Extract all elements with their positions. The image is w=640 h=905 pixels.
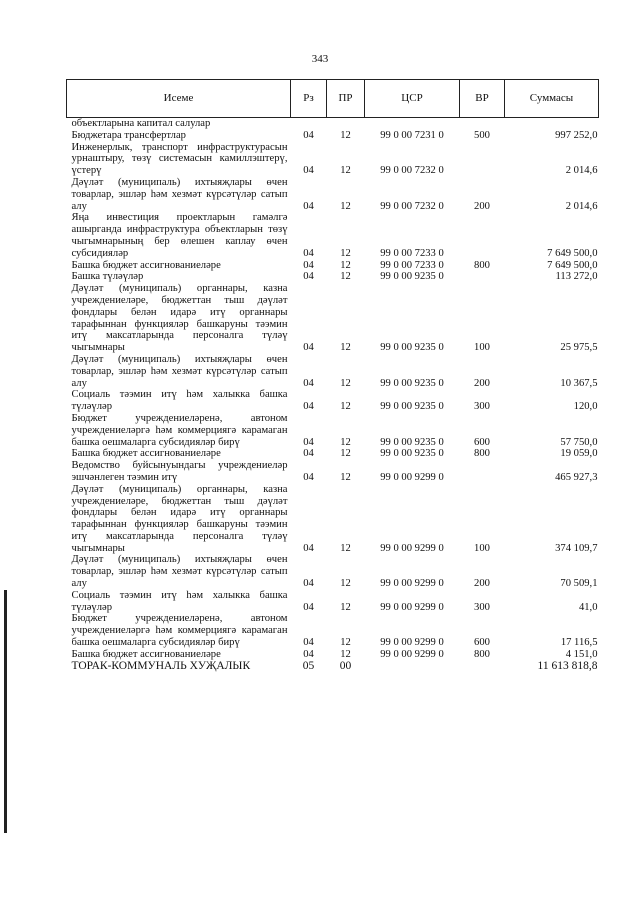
cell-pr: 12: [340, 165, 351, 177]
cell-csr: 99 0 00 9235 0: [380, 436, 444, 448]
cell-rz: 04: [303, 129, 314, 141]
table-row: [67, 413, 599, 448]
cell-rz: 04: [303, 436, 314, 448]
cell-sum: 41,0: [578, 601, 598, 613]
table-row: [67, 484, 599, 555]
cell-pr: 12: [340, 601, 351, 613]
cell-sum: 7 649 500,0: [547, 247, 598, 259]
cell-pr: 12: [340, 578, 351, 590]
cell-csr: 99 0 00 9235 0: [380, 377, 444, 389]
table-row: [67, 177, 599, 212]
table-row: [67, 590, 599, 614]
cell-sum: 10 367,5: [560, 377, 598, 389]
cell-vr: 200: [474, 578, 490, 590]
cell-vr: 800: [474, 648, 490, 660]
table-row: [67, 448, 599, 460]
cell-rz: [291, 118, 327, 130]
cell-name: Башка бюджет ассигнованиеләре: [71, 648, 221, 660]
column-header-sum: Суммасы: [505, 80, 599, 118]
cell-sum: 70 509,1: [560, 578, 598, 590]
cell-vr: 500: [474, 129, 490, 141]
cell-csr: 99 0 00 9235 0: [380, 271, 444, 283]
cell-sum: 120,0: [573, 401, 598, 413]
cell-vr: [460, 118, 505, 130]
cell-pr: 12: [340, 542, 351, 554]
cell-pr: 12: [340, 271, 351, 283]
cell-pr: 12: [340, 471, 351, 483]
cell-vr: 600: [474, 637, 490, 649]
cell-name: Бюджет учреждениеләренә, автоном учреждениеләргә һәм коммерциягә карамаган башка оешмаларга субсидияләр бирү: [71, 412, 288, 448]
cell-rz: 05: [302, 659, 315, 672]
table-row: [67, 554, 599, 589]
cell-pr: 12: [340, 637, 351, 649]
cell-name: Бюджетара трансфертлар: [71, 129, 186, 141]
table-row: [67, 283, 599, 354]
cell-name: Дәүләт (муниципаль) ихтыяҗлары өчен товарлар, эшләр һәм хезмәт күрсәтүләр сатып алу: [71, 176, 288, 212]
cell-rz: 04: [303, 637, 314, 649]
cell-rz: 04: [303, 601, 314, 613]
cell-rz: 04: [303, 401, 314, 413]
cell-csr: 99 0 00 9299 0: [380, 471, 444, 483]
cell-name: объектларына капитал салулар: [71, 118, 211, 129]
section-row: [67, 661, 599, 673]
budget-table: [66, 79, 599, 672]
cell-name: Социаль тәэмин итү һәм халыкка башка түләүләр: [71, 389, 288, 413]
cell-sum: 2 014,6: [565, 165, 598, 177]
cell-csr: [365, 118, 460, 130]
cell-sum: 25 975,5: [560, 342, 598, 354]
cell-csr: 99 0 00 7233 0: [380, 247, 444, 259]
cell-vr: 200: [474, 200, 490, 212]
table-row: [67, 142, 599, 177]
table-row: [67, 613, 599, 648]
cell-sum: 997 252,0: [555, 129, 598, 141]
cell-csr: 99 0 00 9299 0: [380, 637, 444, 649]
table-row: [67, 649, 599, 661]
cell-vr: 200: [474, 377, 490, 389]
cell-rz: 04: [303, 271, 314, 283]
cell-pr: 12: [340, 259, 351, 271]
cell-name: Дәүләт (муниципаль) ихтыяҗлары өчен товарлар, эшләр һәм хезмәт күрсәтүләр сатып алу: [71, 554, 288, 590]
cell-name: Дәүләт (муниципаль) органнары, казна учреждениеләре, бюджеттан тыш дәүләт фондлары белән идарә итү органнары тарафыннан функцияләр башкаруны тәэмин итү максатларында персоналга түләү чыгымнары: [71, 283, 288, 354]
cell-rz: 04: [303, 542, 314, 554]
cell-sum: 19 059,0: [560, 448, 598, 460]
cell-csr: 99 0 00 7233 0: [380, 259, 444, 271]
cell-sum: [505, 118, 599, 130]
cell-vr: 800: [474, 259, 490, 271]
cell-csr: [365, 661, 460, 673]
table-row: [67, 118, 599, 130]
cell-csr: 99 0 00 7232 0: [380, 165, 444, 177]
cell-rz: 04: [303, 247, 314, 259]
cell-vr: [460, 271, 505, 283]
cell-vr: [460, 460, 505, 484]
cell-pr: [327, 118, 365, 130]
cell-vr: [460, 661, 505, 673]
cell-pr: 12: [340, 200, 351, 212]
column-header-pr: ПР: [327, 80, 365, 118]
cell-rz: 04: [303, 578, 314, 590]
column-header-csr: ЦСР: [365, 80, 460, 118]
cell-sum: 11 613 818,8: [537, 659, 598, 672]
cell-vr: 300: [474, 401, 490, 413]
cell-csr: 99 0 00 7231 0: [380, 129, 444, 141]
cell-name: Дәүләт (муниципаль) органнары, казна учреждениеләре, бюджеттан тыш дәүләт фондлары белән идарә итү органнары тарафыннан функцияләр башкаруны тәэмин итү максатларында персоналга түләү чыгымнары: [71, 483, 288, 554]
cell-csr: 99 0 00 9299 0: [380, 542, 444, 554]
cell-rz: 04: [303, 342, 314, 354]
cell-name: Бюджет учреждениеләренә, автоном учреждениеләргә һәм коммерциягә карамаган башка оешмаларга субсидияләр бирү: [71, 613, 288, 649]
cell-sum: 4 151,0: [565, 648, 598, 660]
table-header-row: [67, 80, 599, 118]
table-row: [67, 130, 599, 142]
cell-vr: 100: [474, 542, 490, 554]
cell-name: Инженерлык, транспорт инфраструктурасын урнаштыру, төзү системасын камиллэштерү, үстерү: [71, 141, 288, 177]
cell-name: Ведомство буйсынуындагы учреждениеләр эшчәнлеген тәэмин итү: [71, 460, 288, 483]
cell-sum: 2 014,6: [565, 200, 598, 212]
cell-vr: 600: [474, 436, 490, 448]
cell-name: ТОРАК-КОММУНАЛЬ ХУҖАЛЫК: [71, 659, 251, 672]
page-number: 343: [311, 53, 329, 65]
table-row: [67, 271, 599, 283]
cell-csr: 99 0 00 9235 0: [380, 342, 444, 354]
table-row: [67, 389, 599, 413]
cell-pr: 12: [340, 648, 351, 660]
margin-rule: [4, 590, 7, 833]
cell-name: Башка бюджет ассигнованиеләре: [71, 448, 221, 460]
cell-name: Дәүләт (муниципаль) ихтыяҗлары өчен товарлар, эшләр һәм хезмәт күрсәтүләр сатып алу: [71, 353, 288, 389]
cell-sum: 57 750,0: [560, 436, 598, 448]
cell-rz: 04: [303, 648, 314, 660]
cell-csr: 99 0 00 9235 0: [380, 401, 444, 413]
cell-pr: 12: [340, 436, 351, 448]
cell-rz: 04: [303, 259, 314, 271]
table-row: [67, 212, 599, 259]
cell-name: Башка түләүләр: [71, 271, 144, 283]
cell-vr: 300: [474, 601, 490, 613]
column-header-name: Исеме: [67, 80, 291, 118]
cell-pr: 12: [340, 401, 351, 413]
cell-csr: 99 0 00 9235 0: [380, 448, 444, 460]
cell-rz: 04: [303, 448, 314, 460]
cell-csr: 99 0 00 9299 0: [380, 578, 444, 590]
cell-vr: [460, 142, 505, 177]
table-row: [67, 460, 599, 484]
cell-pr: 12: [340, 342, 351, 354]
cell-name: Башка бюджет ассигнованиеләре: [71, 259, 221, 271]
cell-sum: 17 116,5: [560, 637, 598, 649]
column-header-vr: ВР: [460, 80, 505, 118]
cell-vr: 800: [474, 448, 490, 460]
table-row: [67, 260, 599, 272]
cell-csr: 99 0 00 9299 0: [380, 601, 444, 613]
cell-name: Яңа инвестиция проектларын гамәлгә ашырганда инфраструктура объектларын төзү чыгымнарының бер өлешен каплау өчен субсидияләр: [71, 212, 288, 259]
cell-rz: 04: [303, 200, 314, 212]
cell-rz: 04: [303, 471, 314, 483]
cell-rz: 04: [303, 377, 314, 389]
column-header-rz: Рз: [291, 80, 327, 118]
cell-vr: 100: [474, 342, 490, 354]
cell-sum: 374 109,7: [555, 542, 598, 554]
cell-sum: 7 649 500,0: [547, 259, 598, 271]
cell-csr: 99 0 00 7232 0: [380, 200, 444, 212]
cell-pr: 12: [340, 247, 351, 259]
table-row: [67, 354, 599, 389]
cell-pr: 12: [340, 129, 351, 141]
cell-csr: 99 0 00 9299 0: [380, 648, 444, 660]
cell-rz: 04: [303, 165, 314, 177]
cell-pr: 12: [340, 377, 351, 389]
cell-pr: 00: [339, 659, 352, 672]
cell-sum: 113 272,0: [555, 271, 598, 283]
cell-pr: 12: [340, 448, 351, 460]
cell-sum: 465 927,3: [555, 471, 598, 483]
cell-name: Социаль тәэмин итү һәм халыкка башка түләүләр: [71, 589, 288, 613]
cell-vr: [460, 212, 505, 259]
